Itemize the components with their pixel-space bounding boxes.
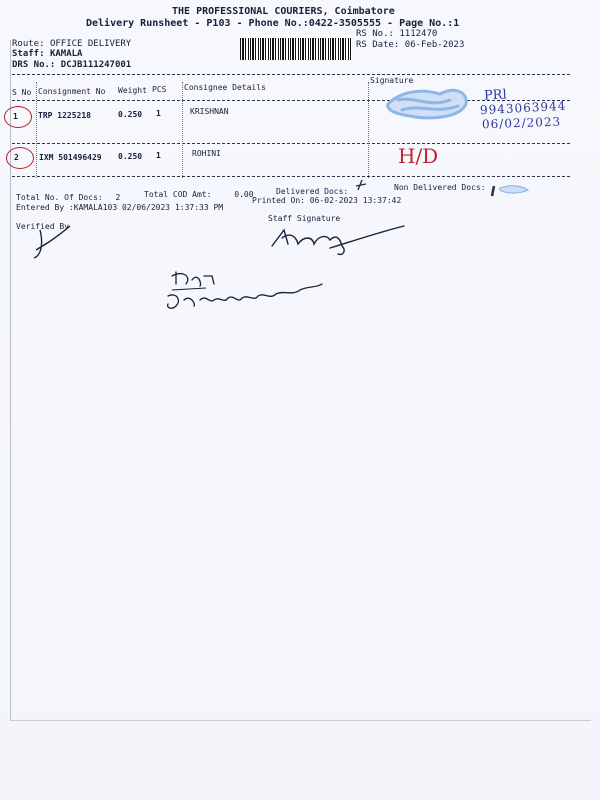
staff-value: KAMALA xyxy=(49,49,83,59)
total-docs-label: Total No. Of Docs: xyxy=(16,193,103,202)
row-2-handwriting: H/D xyxy=(398,144,439,168)
col-signature: Signature xyxy=(370,76,414,85)
row-1-sno: 1 xyxy=(13,112,18,121)
col-consignee: Consignee Details xyxy=(184,83,266,92)
row-1-handwriting-line-3: 06/02/2023 xyxy=(481,114,562,132)
lower-signature-name xyxy=(168,284,322,308)
verified-by-signature xyxy=(34,226,70,258)
row-1-pcs: 1 xyxy=(156,109,161,118)
row-1-handwriting-line-2: 9943063944 xyxy=(479,98,567,118)
route-value: OFFICE DELIVERY xyxy=(49,39,132,49)
row-2-consignment: IXM 501496429 xyxy=(39,153,102,162)
drs-value: DCJB111247001 xyxy=(60,60,132,70)
col-weight: Weight xyxy=(118,86,147,95)
row-1-weight: 0.250 xyxy=(118,110,143,119)
entered-by: Entered By :KAMALA103 02/06/2023 1:37:33 PM xyxy=(16,203,224,212)
route-label: Route: xyxy=(12,39,45,49)
col-sno: S No xyxy=(12,88,32,97)
row-1-handwriting-line-1: PRl xyxy=(483,87,508,104)
col-pcs: PCS xyxy=(152,85,167,94)
staff-label: Staff: xyxy=(12,49,45,59)
printed-on: Printed On: 06-02-2023 13:37:42 xyxy=(252,196,402,205)
row-1-consignee: KRISHNAN xyxy=(190,107,229,116)
cod-label: Total COD Amt: xyxy=(144,190,212,199)
rs-no-label: RS No.: xyxy=(356,29,394,39)
cod-value: 0.00 xyxy=(234,190,254,199)
delivered-label: Delivered Docs: xyxy=(276,187,349,196)
row-2-pcs: 1 xyxy=(156,151,161,160)
runsheet-line: Delivery Runsheet - P103 - Phone No.:0422-3505555 - Page No.:1 xyxy=(86,18,460,29)
non-delivered-docs: Non Delivered Docs: xyxy=(394,183,486,192)
lower-signature-underline xyxy=(172,288,206,290)
row-1-consignment: TRP 1225218 xyxy=(38,111,91,120)
col-consignment: Consignment No xyxy=(38,87,106,96)
company-title: THE PROFESSIONAL COURIERS, Coimbatore xyxy=(172,6,395,17)
staff-signature-scribble xyxy=(272,226,404,254)
delivered-mark xyxy=(356,180,366,190)
rs-date-value: 06-Feb-2023 xyxy=(404,40,465,50)
staff-signature-label: Staff Signature xyxy=(268,214,341,223)
verified-by-label: Verified By xyxy=(16,222,69,231)
non-delivered-mark xyxy=(492,186,528,196)
row-1-signature-scribble xyxy=(388,90,466,117)
row-2-consignee: ROHINI xyxy=(192,149,221,158)
total-docs-value: 2 xyxy=(115,193,121,202)
rs-date-label: RS Date: xyxy=(356,40,400,50)
drs-label: DRS No.: xyxy=(12,60,56,70)
row-2-weight: 0.250 xyxy=(118,152,143,161)
row-2-sno: 2 xyxy=(14,153,19,162)
rs-no-value: 1112470 xyxy=(399,29,438,39)
lower-signature-top xyxy=(172,272,214,286)
